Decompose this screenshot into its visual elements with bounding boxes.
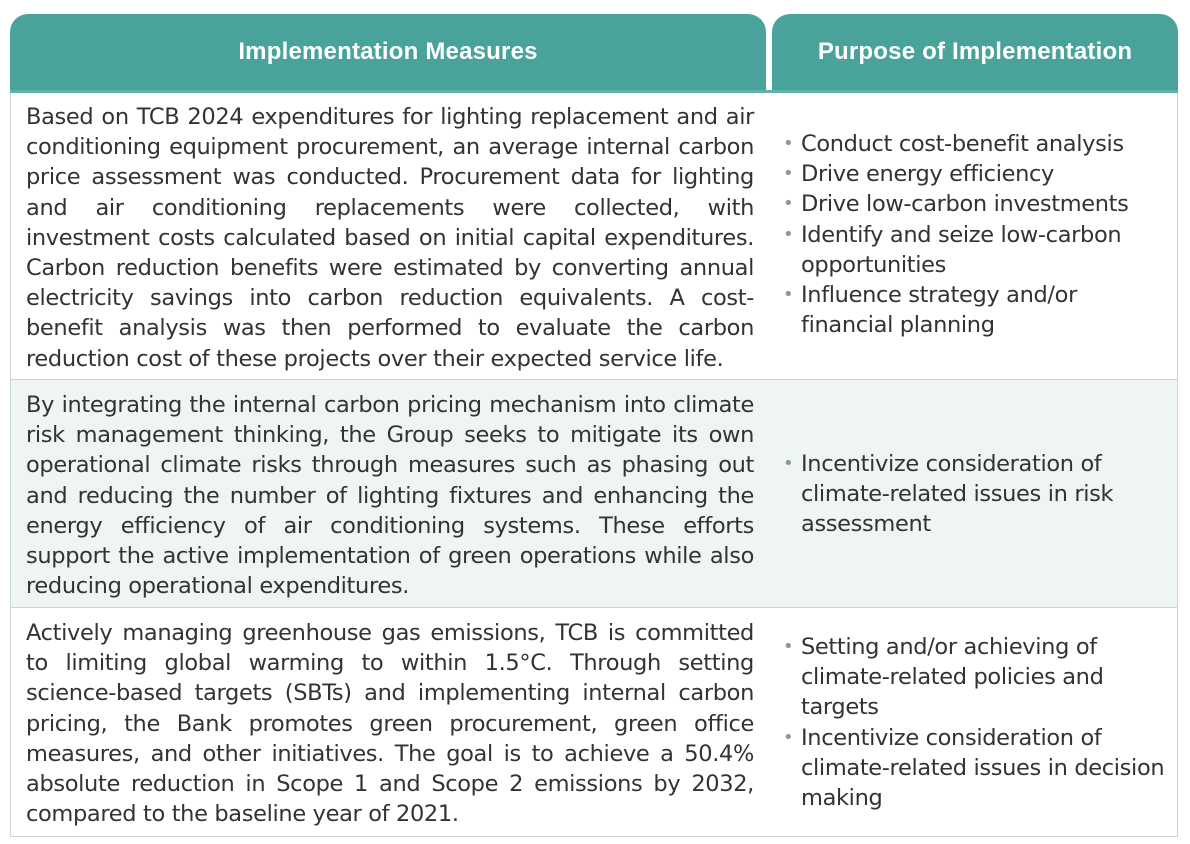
list-item [781, 189, 1173, 219]
bullet-icon: • [783, 133, 794, 154]
purpose-text: Drive low-carbon investments [801, 191, 1129, 218]
list-item [781, 129, 1173, 159]
bullet-icon: • [783, 193, 794, 215]
list-item [781, 159, 1173, 189]
list-item [781, 723, 1173, 814]
table-row [10, 608, 1178, 837]
purpose-list [781, 129, 1173, 340]
table-header [10, 14, 1178, 92]
implementation-table [10, 14, 1178, 837]
list-item [781, 280, 1173, 340]
bullet-icon: • [783, 636, 794, 657]
purpose-text: Influence strategy and/or financial planning [801, 282, 1077, 339]
purpose-cell [781, 632, 1173, 813]
bullet-icon: • [783, 284, 794, 306]
bullet-icon: • [783, 163, 794, 185]
list-item [781, 449, 1173, 540]
purpose-text: Conduct cost-benefit analysis [801, 131, 1124, 157]
purpose-text: Incentivize consideration of climate-related issues in risk assessment [801, 451, 1114, 538]
list-item [781, 220, 1173, 280]
measure-text: By integrating the internal carbon pricing mechanism into climate risk management thinking, the Group seeks to mitigate its own operational climate risks through measures such as phasing out and reducing the number of lighting fixtures and enhancing the energy efficiency of air conditioning systems. These efforts support the active implementation of green operations while also reducing operational expenditures. [26, 392, 754, 600]
measure-text: Based on TCB 2024 expenditures for lighting replacement and air conditioning equipment procurement, an average internal carbon price assessment was conducted. Procurement data for lighting and air conditioning replacements were collected, with investment costs calculated based on initial capital expenditures. Carbon reduction benefits were estimated by converting annual electricity savings into carbon reduction equivalents. A cost-benefit analysis was then performed to evaluate the carbon reduction cost of these projects over their expected service life. [26, 104, 754, 372]
table-row [10, 380, 1178, 607]
table-row [10, 93, 1178, 379]
list-item [781, 632, 1173, 723]
purpose-text: Incentivize consideration of climate-related issues in decision making [801, 724, 1165, 812]
purpose-list [781, 632, 1173, 813]
header-implementation-measures: Implementation Measures [10, 14, 766, 90]
bullet-icon: • [783, 453, 794, 474]
purpose-list [781, 449, 1173, 540]
bullet-icon: • [783, 223, 794, 245]
purpose-cell [781, 129, 1173, 340]
header-purpose-of-implementation: Purpose of Implementation [772, 14, 1178, 90]
purpose-text: Setting and/or achieving of climate-related policies and targets [801, 634, 1104, 721]
measure-text: Actively managing greenhouse gas emissions, TCB is committed to limiting global warming to within 1.5°C. Through setting science-based targets (SBTs) and implementing internal carbon pricing, the Bank promotes green procurement, green office measures, and other initiatives. The goal is to achieve a 50.4% absolute reduction in Scope 1 and Scope 2 emissions by 2032, compared to the baseline year of 2021. [26, 620, 754, 828]
purpose-text: Drive energy efficiency [801, 161, 1054, 188]
bullet-icon: • [783, 726, 794, 748]
purpose-cell [781, 449, 1173, 540]
purpose-text: Identify and seize low-carbon opportunities [801, 221, 1122, 278]
